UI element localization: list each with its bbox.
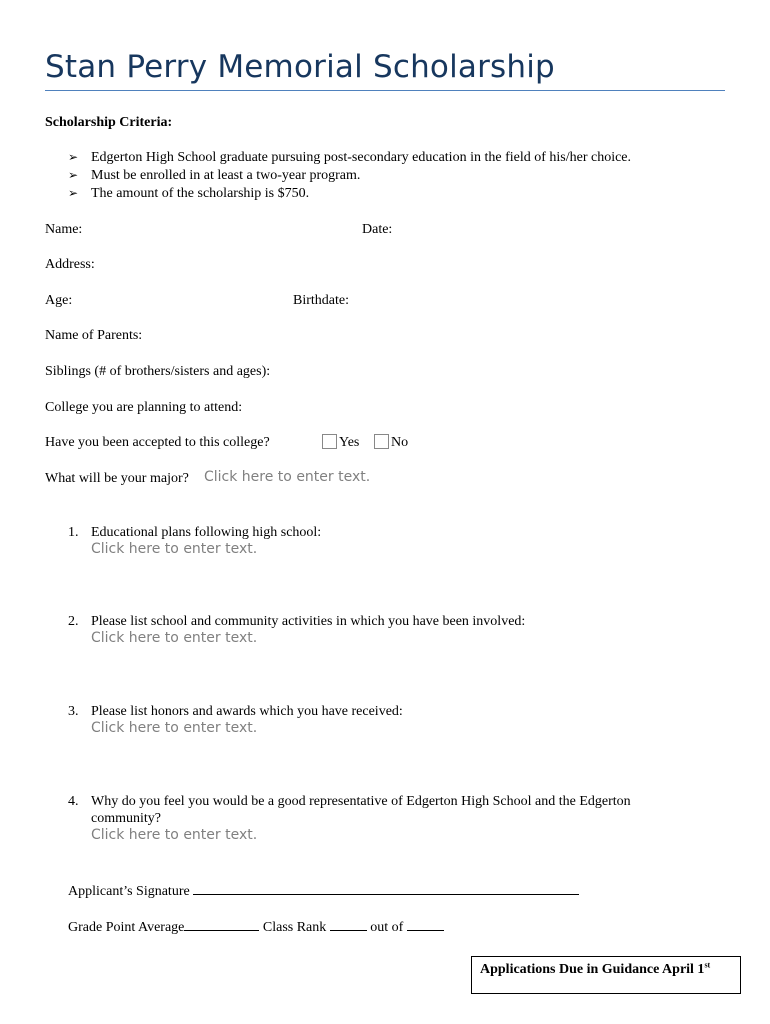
gpa-row	[68, 918, 444, 937]
college-label: College you are planning to attend:	[45, 400, 243, 415]
criteria-bullet-text: Must be enrolled in at least a two-year program.	[91, 168, 361, 183]
question-4-text-line2: community?	[91, 811, 161, 826]
page-title: Stan Perry Memorial Scholarship	[45, 49, 555, 85]
siblings-label: Siblings (# of brothers/sisters and ages):	[45, 364, 271, 379]
name-label: Name:	[45, 222, 83, 237]
arrow-bullet-icon: ➢	[68, 186, 79, 200]
question-1-number: 1.	[68, 525, 79, 540]
due-date-text	[480, 962, 710, 978]
parents-label: Name of Parents:	[45, 328, 143, 343]
class-rank-label: Class Rank	[262, 920, 327, 935]
criteria-bullet-text: The amount of the scholarship is $750.	[91, 186, 310, 201]
question-2-text-field[interactable]: Click here to enter text.	[91, 630, 258, 646]
due-date-box	[471, 956, 741, 994]
out-of-label: out of	[370, 920, 404, 935]
criteria-bullet-1	[68, 149, 632, 167]
age-label: Age:	[45, 293, 73, 308]
major-text-field[interactable]: Click here to enter text.	[204, 469, 371, 485]
due-date-label: Applications Due in Guidance April 1	[480, 962, 705, 977]
no-checkbox[interactable]	[374, 434, 389, 449]
yes-checkbox[interactable]	[322, 434, 337, 449]
arrow-bullet-icon: ➢	[68, 168, 79, 182]
question-1-text: Educational plans following high school:	[91, 525, 322, 540]
title-underline	[45, 90, 725, 91]
signature-row	[68, 882, 579, 901]
question-4-text-field[interactable]: Click here to enter text.	[91, 827, 258, 843]
question-3-text: Please list honors and awards which you have received:	[91, 704, 403, 719]
accepted-label: Have you been accepted to this college?	[45, 435, 270, 450]
question-4-text: Why do you feel you would be a good representative of Edgerton High School and the Edgerton	[91, 794, 631, 809]
yes-label: Yes	[339, 435, 360, 450]
question-1-text-field[interactable]: Click here to enter text.	[91, 541, 258, 557]
criteria-bullet-text: Edgerton High School graduate pursuing post-secondary education in the field of his/her choice.	[91, 150, 632, 165]
signature-line[interactable]	[193, 882, 579, 895]
date-label: Date:	[362, 222, 393, 237]
question-3-number: 3.	[68, 704, 79, 719]
question-3-text-field[interactable]: Click here to enter text.	[91, 720, 258, 736]
due-date-superscript: st	[704, 960, 711, 970]
class-rank-line[interactable]	[330, 918, 367, 931]
criteria-bullet-2	[68, 167, 361, 185]
gpa-label: Grade Point Average	[68, 920, 185, 935]
major-label: What will be your major?	[45, 471, 189, 486]
criteria-bullet-3	[68, 185, 310, 203]
address-label: Address:	[45, 257, 95, 272]
criteria-heading: Scholarship Criteria:	[45, 115, 173, 130]
gpa-line[interactable]	[184, 918, 259, 931]
class-size-line[interactable]	[407, 918, 444, 931]
arrow-bullet-icon: ➢	[68, 150, 79, 164]
signature-label: Applicant’s Signature	[68, 884, 190, 899]
question-2-text: Please list school and community activities in which you have been involved:	[91, 614, 526, 629]
birthdate-label: Birthdate:	[293, 293, 349, 308]
question-2-number: 2.	[68, 614, 79, 629]
question-4-number: 4.	[68, 794, 79, 809]
no-label: No	[391, 435, 409, 450]
